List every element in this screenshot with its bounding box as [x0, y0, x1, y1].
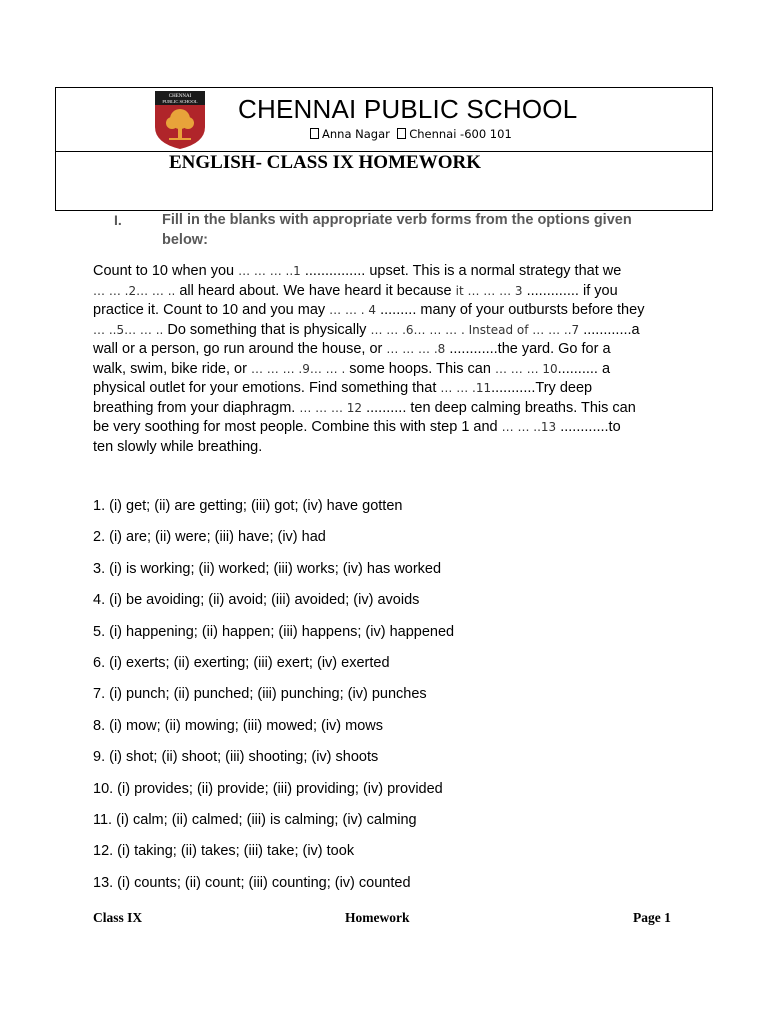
address-area: Anna Nagar: [322, 127, 390, 141]
blank-marker: … … .11: [440, 381, 492, 395]
passage-line: [93, 282, 693, 302]
passage-text: ............the yard. Go for a: [445, 341, 611, 357]
passage-line: [93, 262, 693, 282]
footer-class: Class IX: [93, 910, 143, 925]
passage-line: [93, 360, 693, 380]
svg-text:CHENNAI: CHENNAI: [168, 94, 192, 99]
footer-page: Page 1: [633, 910, 671, 925]
passage-text: .......... ten deep calming breaths. This can: [362, 399, 636, 416]
blank-marker: … … … .8: [386, 342, 446, 356]
option-item: 1. (i) get; (ii) are getting; (iii) got; (iv) have gotten: [93, 498, 403, 514]
passage-text: breathing from your diaphragm.: [93, 399, 300, 416]
school-crest-icon: [153, 91, 207, 149]
passage-line: [93, 418, 693, 438]
passage-text: wall or a person, go run around the house, or: [93, 341, 387, 357]
option-item: 5. (i) happening; (ii) happen; (iii) happens; (iv) happened: [93, 623, 455, 640]
option-item: 4. (i) be avoiding; (ii) avoid; (iii) avoided; (iv) avoids: [93, 592, 420, 609]
address-city: Chennai -600 101: [409, 127, 512, 141]
school-name: CHENNAI PUBLIC SCHOOL: [238, 94, 578, 124]
option-item: 13. (i) counts; (ii) count; (iii) counting; (iv) counted: [93, 874, 411, 891]
option-item: 8. (i) mow; (ii) mowing; (iii) mowed; (iv) mows: [93, 717, 384, 734]
blank-marker: … … … 10: [494, 361, 558, 376]
passage-text: Count to 10 when you: [93, 263, 239, 279]
passage-text: ten slowly while breathing.: [93, 438, 263, 455]
passage-line: [93, 301, 693, 321]
passage-line: [93, 321, 693, 341]
option-item: 11. (i) calm; (ii) calmed; (iii) is calming; (iv) calming: [93, 812, 417, 828]
blank-marker: … … . 4: [329, 303, 377, 317]
box-icon: [397, 128, 406, 139]
question-number: I.: [114, 212, 122, 228]
blank-marker: … … … .9… … .: [250, 361, 346, 376]
option-item: 3. (i) is working; (ii) worked; (iii) works; (iv) has worked: [93, 560, 442, 577]
blank-marker: … … .2… … ..: [93, 283, 176, 298]
passage-text: ...........Try deep: [491, 380, 593, 396]
option-item: 6. (i) exerts; (ii) exerting; (iii) exert; (iv) exerted: [93, 655, 390, 671]
footer-title: Homework: [345, 910, 410, 925]
blank-marker: … … … 12: [299, 400, 363, 415]
homework-title: ENGLISH- CLASS IX HOMEWORK: [169, 152, 481, 173]
passage-line: [93, 379, 693, 399]
passage-text: ......... many of your outbursts before they: [376, 302, 645, 318]
svg-text:PUBLIC SCHOOL: PUBLIC SCHOOL: [162, 99, 198, 104]
blank-marker: it … … … 3: [455, 283, 523, 298]
option-item: 12. (i) taking; (ii) takes; (iii) take; (iv) took: [93, 843, 355, 860]
passage-text: Do something that is physically: [163, 321, 371, 338]
question-instruction: Fill in the blanks with appropriate verb forms from the options given below:: [162, 212, 632, 248]
option-item: 9. (i) shot; (ii) shoot; (iii) shooting; (iv) shoots: [93, 749, 379, 766]
passage-text: .......... a: [557, 360, 611, 377]
passage-text: practice it. Count to 10 and you may: [93, 302, 330, 318]
box-icon: [310, 128, 319, 139]
option-item: 7. (i) punch; (ii) punched; (iii) punching; (iv) punches: [93, 686, 427, 703]
passage-text: ............... upset. This is a normal strategy that we: [300, 263, 622, 279]
passage-text: all heard about. We have heard it because: [175, 282, 456, 299]
header-box: [55, 87, 713, 211]
blank-marker: … … … ..1: [238, 264, 301, 278]
blank-marker: … … ..13: [501, 420, 557, 434]
passage-text: ............to: [556, 419, 621, 435]
passage-line: [93, 340, 693, 360]
passage-text: ............. if you: [522, 282, 618, 299]
blank-marker: … … .6… … … . Instead of … … ..7: [370, 322, 580, 337]
passage-text: be very soothing for most people. Combine this with step 1 and: [93, 419, 502, 435]
passage-text: some hoops. This can: [345, 360, 495, 377]
passage-text: physical outlet for your emotions. Find something that: [93, 380, 441, 396]
passage-text: ............a: [579, 321, 640, 338]
school-address: [310, 127, 512, 141]
option-item: 10. (i) provides; (ii) provide; (iii) providing; (iv) provided: [93, 780, 443, 797]
blank-marker: … ..5… … ..: [93, 322, 164, 337]
option-item: 2. (i) are; (ii) were; (iii) have; (iv) had: [93, 529, 326, 546]
passage-text: walk, swim, bike ride, or: [93, 360, 251, 377]
passage: [93, 262, 693, 457]
passage-line: [93, 438, 693, 458]
passage-line: [93, 399, 693, 419]
